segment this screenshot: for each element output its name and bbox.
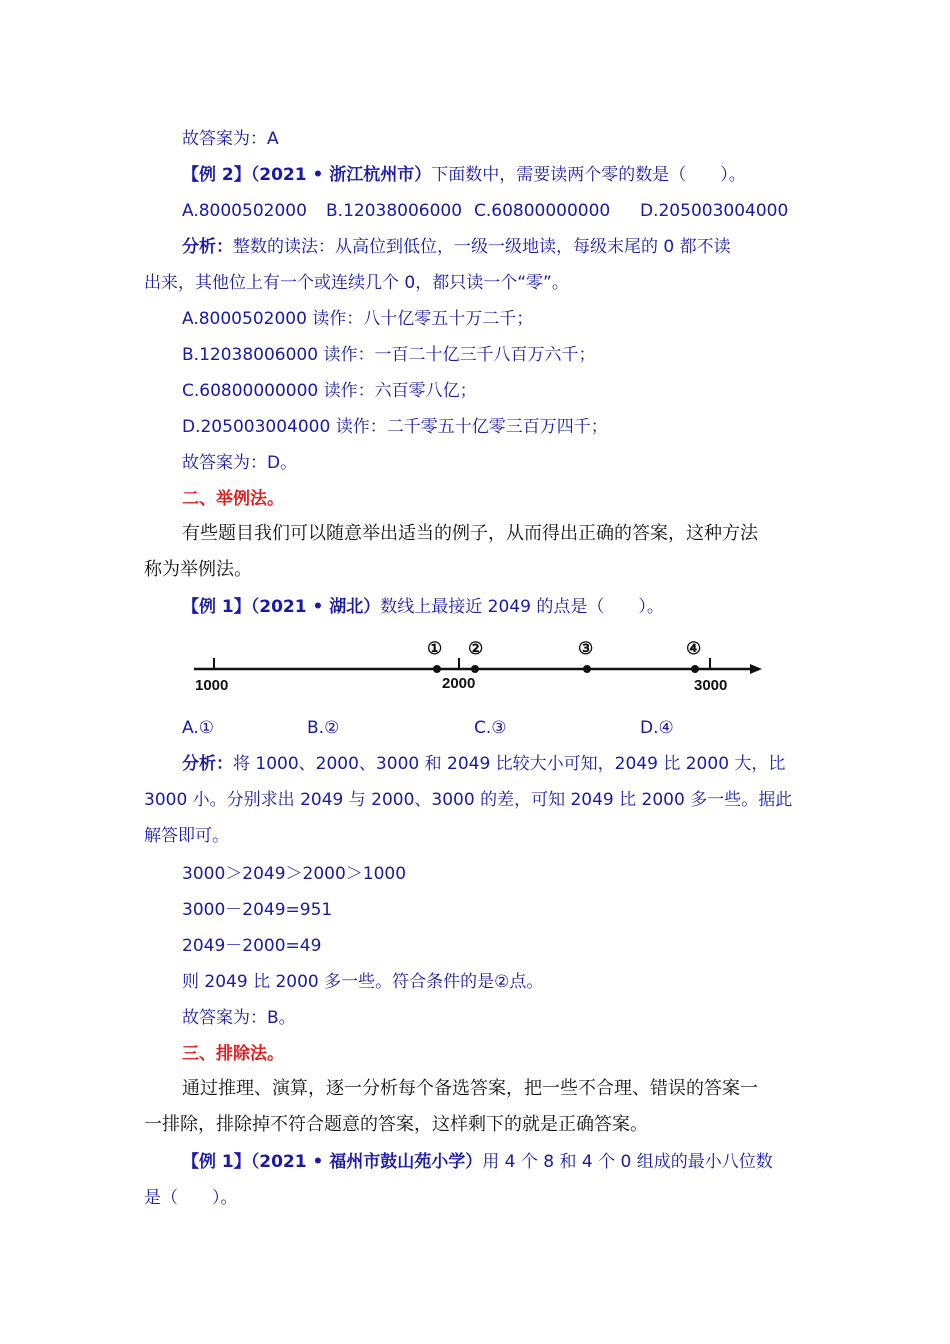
option-a: A.①: [182, 718, 214, 738]
option-a: A.8000502000: [182, 201, 307, 221]
option-b: B.②: [307, 718, 340, 738]
example-2-question: [182, 163, 746, 187]
point-4: [691, 665, 699, 673]
section-3-intro-2: 一排除，排除掉不符合题意的答案，这样剩下的就是正确答案。: [144, 1114, 648, 1135]
analysis-label: 分析：: [182, 754, 233, 774]
section-2-intro-1: 有些题目我们可以随意举出适当的例子，从而得出正确的答案，这种方法: [182, 523, 758, 544]
reading-a: A.8000502000 读作：八十亿零五十万二千；: [182, 309, 534, 329]
point-1: [433, 665, 441, 673]
example-tag: 【例 1】（2021 • 福州市鼓山苑小学）: [182, 1152, 483, 1172]
analysis-line-1: 分析：整数的读法：从高位到低位，一级一级地读，每级末尾的 0 都不读: [182, 237, 731, 257]
question-text: 用 4 个 8 和 4 个 0 组成的最小八位数: [482, 1152, 773, 1172]
option-c: C.60800000000: [474, 201, 611, 221]
work-line-1: 3000＞2049＞2000＞1000: [182, 864, 407, 884]
option-b: B.12038006000: [326, 201, 463, 221]
analysis-line-2: 3000 小。分别求出 2049 与 2000、3000 的差，可知 2049 比 2000 多一些。据此: [144, 790, 793, 810]
analysis-line-2: 出来，其他位上有一个或连续几个 0，都只读一个“零”。: [144, 273, 569, 293]
option-c: C.③: [474, 718, 507, 738]
example-2-answer: 故答案为：D。: [182, 453, 298, 473]
example-3-question-line-2: 是（ ）。: [144, 1188, 238, 1208]
reading-b: B.12038006000 读作：一百二十亿三千八百万六千；: [182, 345, 596, 365]
question-text: 下面数中，需要读两个零的数是（ ）。: [431, 165, 746, 185]
prev-answer: 故答案为：A: [182, 129, 279, 149]
tick-label-3000: 3000: [694, 677, 728, 694]
section-2-intro-2: 称为举例法。: [144, 559, 252, 580]
work-line-3: 2049－2000=49: [182, 936, 322, 956]
tick-label-2000: 2000: [442, 675, 476, 692]
section-2-heading: 二、举例法。: [182, 489, 284, 509]
tick-label-1000: 1000: [195, 677, 229, 694]
number-line-figure: [190, 630, 770, 700]
point-3: [583, 665, 591, 673]
analysis-label: 分析：: [182, 237, 233, 257]
example-1-answer: 故答案为：B。: [182, 1008, 296, 1028]
section-3-intro-1: 通过推理、演算，逐一分析每个备选答案，把一些不合理、错误的答案一: [182, 1078, 758, 1099]
point-label-2: ②: [468, 639, 484, 658]
question-text: 数线上最接近 2049 的点是（ ）。: [380, 597, 664, 617]
point-2: [471, 665, 479, 673]
reading-c: C.60800000000 读作：六百零八亿；: [182, 381, 477, 401]
point-label-3: ③: [578, 639, 594, 658]
example-tag: 【例 1】（2021 • 湖北）: [182, 597, 381, 617]
example-1-question: [182, 595, 664, 619]
axis-arrow-icon: [750, 664, 762, 674]
work-line-2: 3000－2049=951: [182, 900, 333, 920]
reading-d: D.205003004000 读作：二千零五十亿零三百万四千；: [182, 417, 608, 437]
option-d: D.205003004000: [640, 201, 789, 221]
example-3-question-line-1: [182, 1150, 773, 1174]
analysis-line-3: 解答即可。: [144, 826, 229, 846]
section-3-heading: 三、排除法。: [182, 1044, 284, 1064]
option-d: D.④: [640, 718, 674, 738]
example-tag: 【例 2】（2021 • 浙江杭州市）: [182, 165, 432, 185]
point-label-1: ①: [427, 639, 443, 658]
work-line-4: 则 2049 比 2000 多一些。符合条件的是②点。: [182, 972, 544, 992]
point-label-4: ④: [686, 639, 702, 658]
analysis-line-1: 分析：将 1000、2000、3000 和 2049 比较大小可知，2049 比 2000 大，比: [182, 754, 786, 774]
